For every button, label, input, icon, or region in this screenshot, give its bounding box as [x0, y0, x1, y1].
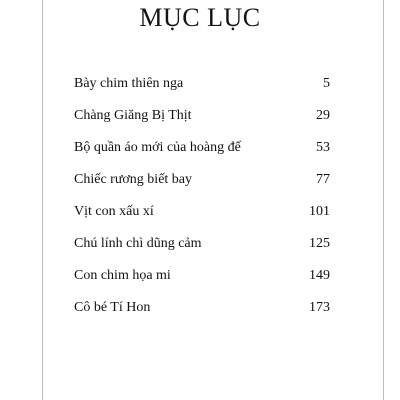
- toc-entry-title: Bộ quần áo mới của hoàng đế: [74, 140, 241, 155]
- toc-entry: [74, 138, 330, 170]
- toc-entry-title: Cô bé Tí Hon: [74, 300, 151, 315]
- toc-entry-page: 173: [309, 300, 330, 315]
- toc-entry-page: 5: [323, 76, 330, 91]
- toc-entry-title: Con chim họa mi: [74, 268, 171, 283]
- toc-entry: [74, 298, 330, 330]
- page-edge-right: [383, 0, 384, 400]
- toc-entry-page: 125: [309, 236, 330, 251]
- toc-entry-title: Chú lính chì dũng cảm: [74, 236, 202, 251]
- toc-entry: [74, 202, 330, 234]
- table-of-contents: [74, 74, 330, 330]
- toc-entry-page: 101: [309, 204, 330, 219]
- toc-entry-page: 53: [316, 140, 330, 155]
- toc-entry: [74, 266, 330, 298]
- toc-entry-page: 149: [309, 268, 330, 283]
- toc-entry-page: 29: [316, 108, 330, 123]
- toc-entry: [74, 106, 330, 138]
- toc-entry: [74, 170, 330, 202]
- page-title: MỤC LỤC: [139, 3, 261, 32]
- toc-entry: [74, 234, 330, 266]
- toc-entry: [74, 74, 330, 106]
- page-edge-left: [42, 0, 43, 400]
- toc-entry-title: Chàng Giăng Bị Thịt: [74, 108, 192, 123]
- toc-entry-title: Vịt con xấu xí: [74, 204, 154, 219]
- toc-entry-page: 77: [316, 172, 330, 187]
- toc-entry-title: Chiếc rương biết bay: [74, 172, 193, 187]
- toc-entry-title: Bày chim thiên nga: [74, 76, 184, 91]
